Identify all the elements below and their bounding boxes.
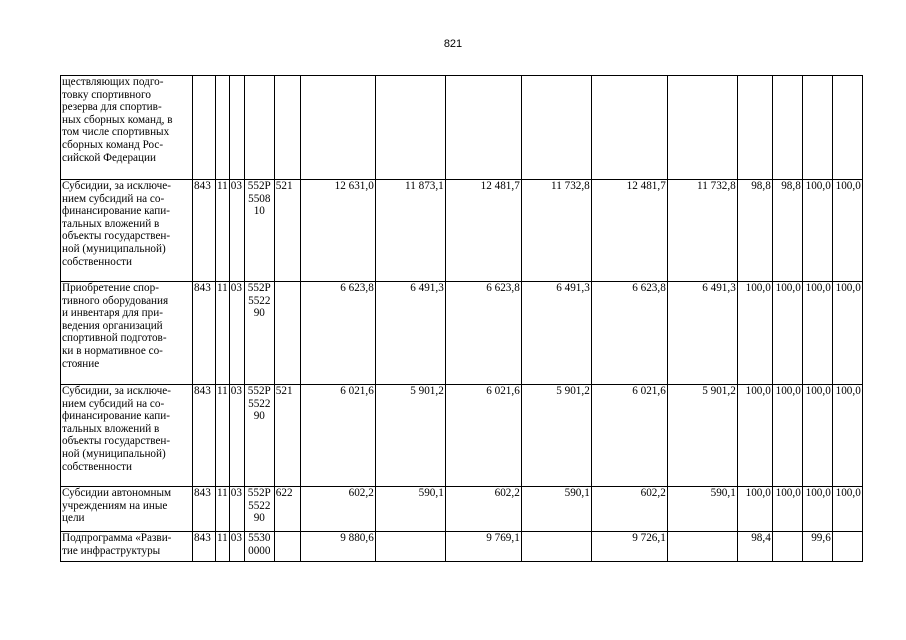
actual-amount-cell: 602,2 — [591, 487, 667, 532]
percent-1-cell: 100,0 — [737, 385, 772, 487]
percent-3-cell: 100,0 — [802, 282, 832, 385]
plan-amount-2-cell: 6 491,3 — [375, 282, 445, 385]
approved-amount-cell: 9 769,1 — [445, 532, 521, 562]
actual-amount-2-cell — [667, 76, 737, 180]
target-article-line: 5522 — [248, 397, 271, 410]
actual-amount-2-cell — [667, 532, 737, 562]
approved-amount-cell — [445, 76, 521, 180]
row-name-line: спортивной подготов- — [62, 332, 167, 345]
percent-1-cell: 98,4 — [737, 532, 772, 562]
section-code-cell: 11 — [216, 487, 230, 532]
expense-type-cell — [274, 532, 300, 562]
actual-amount-2-cell: 11 732,8 — [667, 180, 737, 282]
actual-amount-cell: 6 623,8 — [591, 282, 667, 385]
admin-code-cell: 843 — [193, 180, 216, 282]
approved-amount-cell: 12 481,7 — [445, 180, 521, 282]
row-name-line: том числе спортивных — [62, 126, 170, 139]
target-article-line: 5530 — [248, 532, 271, 544]
expense-type-cell: 521 — [274, 180, 300, 282]
row-name-line: стояние — [62, 357, 100, 370]
plan-amount-cell: 9 880,6 — [300, 532, 375, 562]
target-article-line: 5508 — [248, 192, 271, 205]
section-code-cell: 11 — [216, 385, 230, 487]
admin-code-cell: 843 — [193, 282, 216, 385]
table-row — [61, 385, 863, 487]
percent-2-cell: 100,0 — [772, 282, 802, 385]
row-name-line: и инвентаря для при- — [62, 307, 163, 320]
plan-amount-cell: 12 631,0 — [300, 180, 375, 282]
percent-2-cell: 100,0 — [772, 487, 802, 532]
section-code-cell: 11 — [216, 180, 230, 282]
row-name-line: тие инфраструктуры — [62, 544, 161, 557]
percent-2-cell — [772, 76, 802, 180]
section-code-cell: 11 — [216, 532, 230, 562]
row-name-line: сийской Федерации — [62, 151, 156, 164]
subsection-code-cell: 03 — [229, 385, 244, 487]
plan-amount-2-cell: 590,1 — [375, 487, 445, 532]
row-name-line: ных сборных команд, в — [62, 113, 173, 126]
row-name-line: ки в нормативное со- — [62, 344, 163, 357]
target-article-line: 552P — [247, 282, 271, 294]
target-article-cell — [244, 385, 274, 487]
expense-type-cell: 622 — [274, 487, 300, 532]
approved-amount-cell: 6 623,8 — [445, 282, 521, 385]
row-name-line: Субсидии автономным — [62, 487, 172, 499]
approved-amount-cell: 602,2 — [445, 487, 521, 532]
row-name-line: Субсидии, за исключе- — [62, 180, 171, 192]
approved-amount-2-cell: 11 732,8 — [521, 180, 591, 282]
approved-amount-cell: 6 021,6 — [445, 385, 521, 487]
plan-amount-cell: 602,2 — [300, 487, 375, 532]
admin-code-cell: 843 — [193, 487, 216, 532]
table-row — [61, 487, 863, 532]
percent-4-cell: 100,0 — [832, 180, 862, 282]
target-article-line: 552P — [247, 385, 271, 397]
table-row — [61, 532, 863, 562]
row-name-line: тальных вложений в — [62, 217, 160, 230]
target-article-cell — [244, 487, 274, 532]
row-name-line: ведения организаций — [62, 319, 163, 332]
section-code-cell — [216, 76, 230, 180]
percent-3-cell: 100,0 — [802, 385, 832, 487]
row-name-line: учреждениям на иные — [62, 499, 168, 512]
approved-amount-2-cell: 590,1 — [521, 487, 591, 532]
target-article-line: 90 — [253, 307, 265, 320]
row-name-line: нием субсидий на со- — [62, 192, 165, 205]
plan-amount-2-cell: 11 873,1 — [375, 180, 445, 282]
target-article-line: 10 — [253, 205, 265, 218]
percent-3-cell: 100,0 — [802, 180, 832, 282]
row-name — [61, 532, 193, 562]
percent-1-cell: 98,8 — [737, 180, 772, 282]
row-name-line: резерва для спортив- — [62, 101, 162, 114]
row-name-line: сборных команд Рос- — [62, 138, 164, 151]
actual-amount-cell: 6 021,6 — [591, 385, 667, 487]
subsection-code-cell: 03 — [229, 282, 244, 385]
subsection-code-cell — [229, 76, 244, 180]
row-name-line: собственности — [62, 255, 132, 268]
actual-amount-cell — [591, 76, 667, 180]
target-article-line: 90 — [253, 512, 265, 525]
target-article-line: 90 — [253, 410, 265, 423]
admin-code-cell: 843 — [193, 532, 216, 562]
approved-amount-2-cell: 5 901,2 — [521, 385, 591, 487]
percent-4-cell: 100,0 — [832, 282, 862, 385]
approved-amount-2-cell — [521, 76, 591, 180]
target-article-line: 552P — [247, 180, 271, 192]
percent-3-cell: 100,0 — [802, 487, 832, 532]
expense-type-cell — [274, 76, 300, 180]
budget-table — [60, 75, 863, 562]
percent-4-cell — [832, 532, 862, 562]
table-row — [61, 282, 863, 385]
expense-type-cell — [274, 282, 300, 385]
percent-4-cell: 100,0 — [832, 385, 862, 487]
plan-amount-cell — [300, 76, 375, 180]
row-name-line: собственности — [62, 460, 132, 473]
row-name-line: товку спортивного — [62, 88, 151, 101]
row-name-line: объекты государствен- — [62, 435, 171, 448]
subsection-code-cell: 03 — [229, 532, 244, 562]
section-code-cell: 11 — [216, 282, 230, 385]
approved-amount-2-cell: 6 491,3 — [521, 282, 591, 385]
target-article-line: 0000 — [248, 544, 271, 557]
target-article-line: 5522 — [248, 499, 271, 512]
row-name — [61, 385, 193, 487]
approved-amount-2-cell — [521, 532, 591, 562]
subsection-code-cell: 03 — [229, 487, 244, 532]
row-name-line: Приобретение спор- — [62, 282, 159, 294]
row-name-line: цели — [62, 512, 85, 525]
plan-amount-2-cell — [375, 76, 445, 180]
expense-type-cell: 521 — [274, 385, 300, 487]
target-article-line: 552P — [247, 487, 271, 499]
row-name-line: нием субсидий на со- — [62, 397, 165, 410]
percent-4-cell — [832, 76, 862, 180]
row-name-line: ной (муниципальной) — [62, 447, 166, 460]
percent-2-cell — [772, 532, 802, 562]
target-article-line: 5522 — [248, 294, 271, 307]
row-name — [61, 180, 193, 282]
actual-amount-2-cell: 590,1 — [667, 487, 737, 532]
percent-4-cell: 100,0 — [832, 487, 862, 532]
plan-amount-2-cell — [375, 532, 445, 562]
target-article-cell — [244, 282, 274, 385]
row-name-line: ществляющих подго- — [62, 76, 164, 88]
percent-1-cell: 100,0 — [737, 487, 772, 532]
row-name — [61, 282, 193, 385]
row-name — [61, 487, 193, 532]
plan-amount-cell: 6 021,6 — [300, 385, 375, 487]
row-name-line: ной (муниципальной) — [62, 242, 166, 255]
subsection-code-cell: 03 — [229, 180, 244, 282]
percent-1-cell — [737, 76, 772, 180]
actual-amount-2-cell: 6 491,3 — [667, 282, 737, 385]
row-name-line: объекты государствен- — [62, 230, 171, 243]
row-name-line: финансирование капи- — [62, 205, 170, 218]
admin-code-cell — [193, 76, 216, 180]
percent-2-cell: 100,0 — [772, 385, 802, 487]
percent-3-cell: 99,6 — [802, 532, 832, 562]
row-name-line: тивного оборудования — [62, 294, 169, 307]
plan-amount-cell: 6 623,8 — [300, 282, 375, 385]
percent-2-cell: 98,8 — [772, 180, 802, 282]
percent-3-cell — [802, 76, 832, 180]
page-number: 821 — [443, 38, 463, 50]
admin-code-cell: 843 — [193, 385, 216, 487]
percent-1-cell: 100,0 — [737, 282, 772, 385]
actual-amount-cell: 9 726,1 — [591, 532, 667, 562]
target-article-cell — [244, 180, 274, 282]
row-name-line: тальных вложений в — [62, 422, 160, 435]
row-name-line: Субсидии, за исключе- — [62, 385, 171, 397]
target-article-cell — [244, 76, 274, 180]
table-row — [61, 76, 863, 180]
row-name-line: финансирование капи- — [62, 410, 170, 423]
target-article-cell — [244, 532, 274, 562]
actual-amount-cell: 12 481,7 — [591, 180, 667, 282]
plan-amount-2-cell: 5 901,2 — [375, 385, 445, 487]
table-row — [61, 180, 863, 282]
actual-amount-2-cell: 5 901,2 — [667, 385, 737, 487]
row-name — [61, 76, 193, 180]
row-name-line: Подпрограмма «Разви- — [62, 532, 172, 544]
